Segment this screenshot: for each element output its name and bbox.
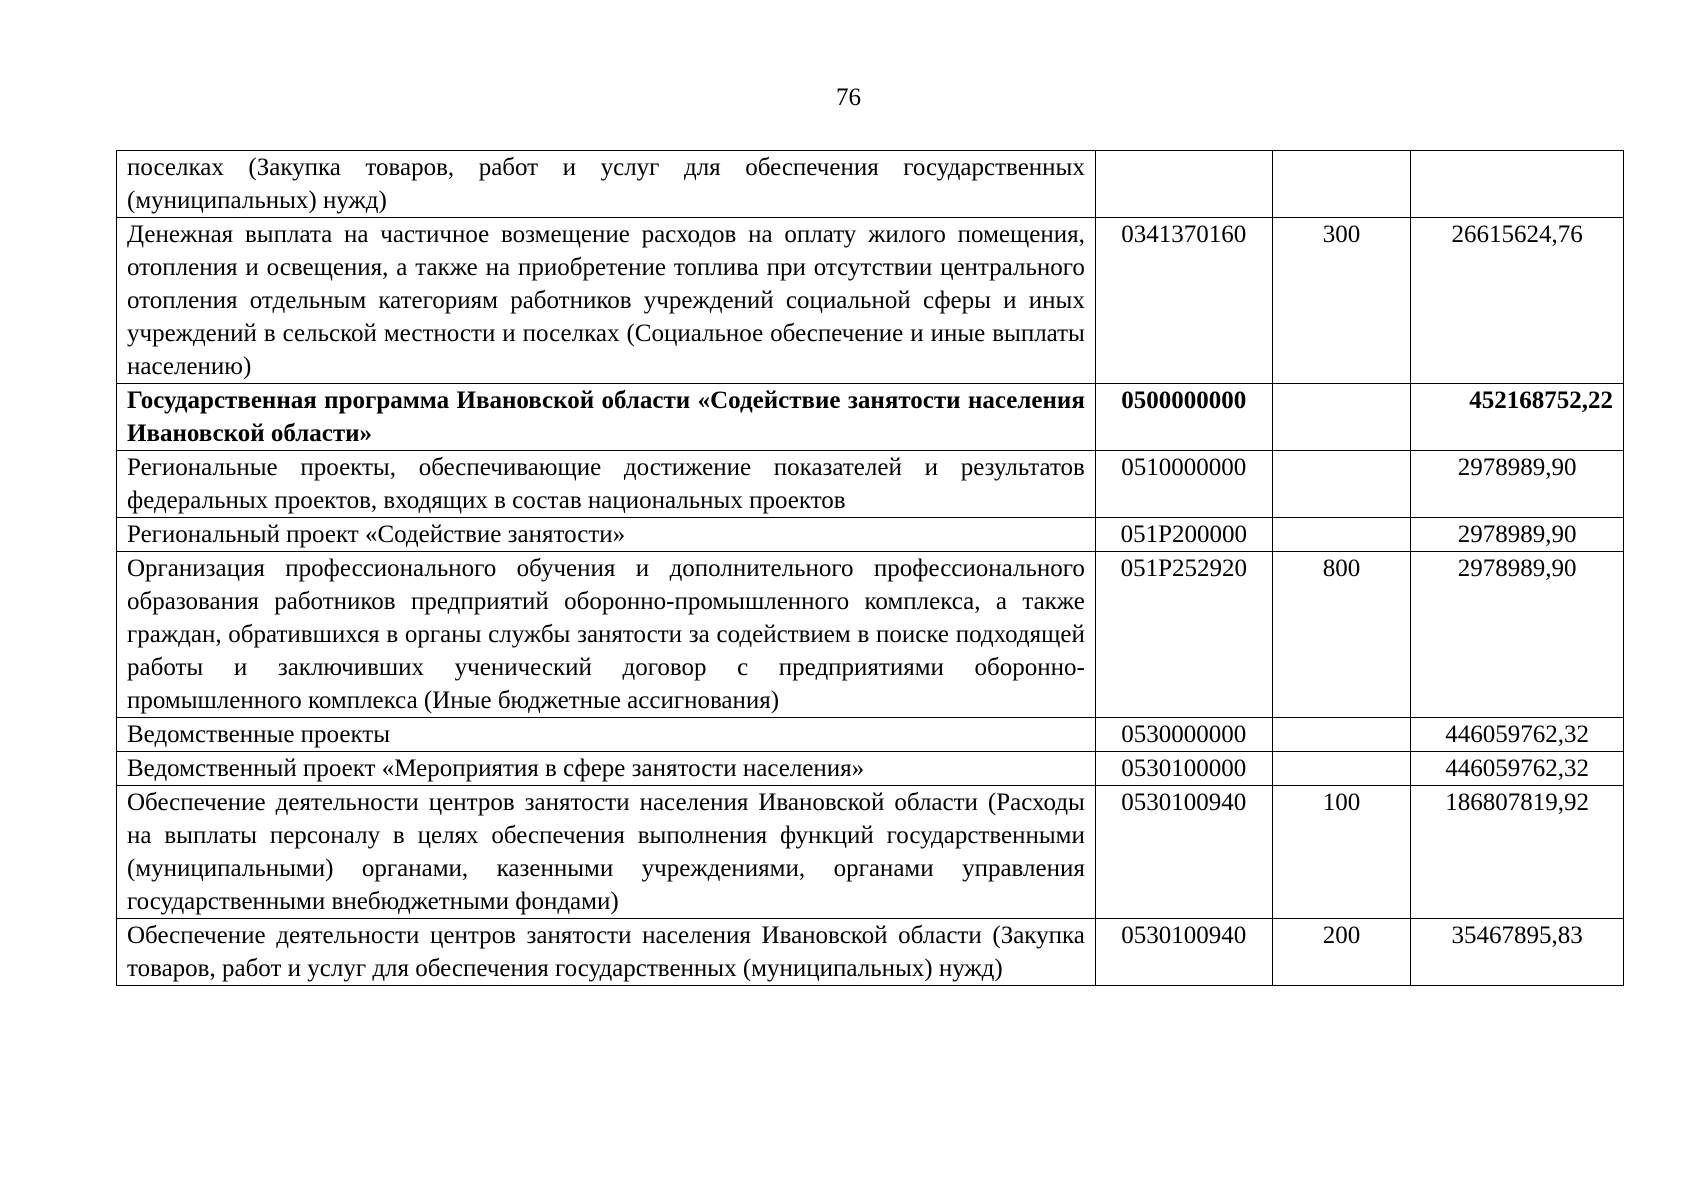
row-target-code: 051P200000 xyxy=(1095,518,1272,552)
row-target-code: 051P252920 xyxy=(1095,552,1272,718)
page-number: 76 xyxy=(836,84,861,111)
row-expense-type xyxy=(1272,518,1411,552)
row-target-code xyxy=(1095,151,1272,218)
row-description: поселках (Закупка товаров, работ и услуг для обеспечения государственных (муниципальных) нужд) xyxy=(117,151,1096,218)
row-target-code: 0530100940 xyxy=(1095,786,1272,919)
row-expense-type: 200 xyxy=(1272,919,1411,986)
row-target-code: 0530000000 xyxy=(1095,718,1272,752)
row-amount: 452168752,22 xyxy=(1411,384,1624,451)
row-target-code: 0530100000 xyxy=(1095,752,1272,786)
table-row xyxy=(117,518,1624,552)
row-amount: 2978989,90 xyxy=(1411,552,1624,718)
row-description: Государственная программа Ивановской области «Содействие занятости населения Ивановской области» xyxy=(117,384,1096,451)
row-amount: 186807819,92 xyxy=(1411,786,1624,919)
row-expense-type: 100 xyxy=(1272,786,1411,919)
row-target-code: 0530100940 xyxy=(1095,919,1272,986)
row-amount: 446059762,32 xyxy=(1411,752,1624,786)
table-row xyxy=(117,718,1624,752)
row-description: Ведомственный проект «Мероприятия в сфере занятости населения» xyxy=(117,752,1096,786)
row-expense-type xyxy=(1272,151,1411,218)
table-row-program xyxy=(117,384,1624,451)
row-description: Денежная выплата на частичное возмещение расходов на оплату жилого помещения, отопления и освещения, а также на приобретение топлива при отсутствии центрального отопления отдельным категориям работников учреждений социальной сферы и иных учреждений в сельской местности и поселках (Социальное обеспечение и иные выплаты населению) xyxy=(117,218,1096,384)
row-expense-type xyxy=(1272,718,1411,752)
row-expense-type xyxy=(1272,451,1411,518)
row-target-code: 0341370160 xyxy=(1095,218,1272,384)
table-row xyxy=(117,752,1624,786)
row-amount: 26615624,76 xyxy=(1411,218,1624,384)
row-amount xyxy=(1411,151,1624,218)
row-amount: 446059762,32 xyxy=(1411,718,1624,752)
row-description: Региональный проект «Содействие занятости» xyxy=(117,518,1096,552)
table-row xyxy=(117,552,1624,718)
budget-table xyxy=(116,150,1624,986)
table-row xyxy=(117,451,1624,518)
row-expense-type xyxy=(1272,384,1411,451)
table-row xyxy=(117,218,1624,384)
row-expense-type: 300 xyxy=(1272,218,1411,384)
row-description: Обеспечение деятельности центров занятости населения Ивановской области (Закупка товаров, работ и услуг для обеспечения государственных (муниципальных) нужд) xyxy=(117,919,1096,986)
row-amount: 2978989,90 xyxy=(1411,518,1624,552)
row-description: Ведомственные проекты xyxy=(117,718,1096,752)
row-amount: 35467895,83 xyxy=(1411,919,1624,986)
row-expense-type: 800 xyxy=(1272,552,1411,718)
row-description: Региональные проекты, обеспечивающие достижение показателей и результатов федеральных проектов, входящих в состав национальных проектов xyxy=(117,451,1096,518)
row-target-code: 0500000000 xyxy=(1095,384,1272,451)
row-target-code: 0510000000 xyxy=(1095,451,1272,518)
table-row xyxy=(117,151,1624,218)
table-row xyxy=(117,786,1624,919)
row-description: Обеспечение деятельности центров занятости населения Ивановской области (Расходы на выплаты персоналу в целях обеспечения выполнения функций государственными (муниципальными) органами, казенными учреждениями, органами управления государственными внебюджетными фондами) xyxy=(117,786,1096,919)
row-amount: 2978989,90 xyxy=(1411,451,1624,518)
row-expense-type xyxy=(1272,752,1411,786)
table-row xyxy=(117,919,1624,986)
row-description: Организация профессионального обучения и дополнительного профессионального образования работников предприятий оборонно-промышленного комплекса, а также граждан, обратившихся в органы службы занятости за содействием в поиске подходящей работы и заключивших ученический договор с предприятиями оборонно-промышленного комплекса (Иные бюджетные ассигнования) xyxy=(117,552,1096,718)
